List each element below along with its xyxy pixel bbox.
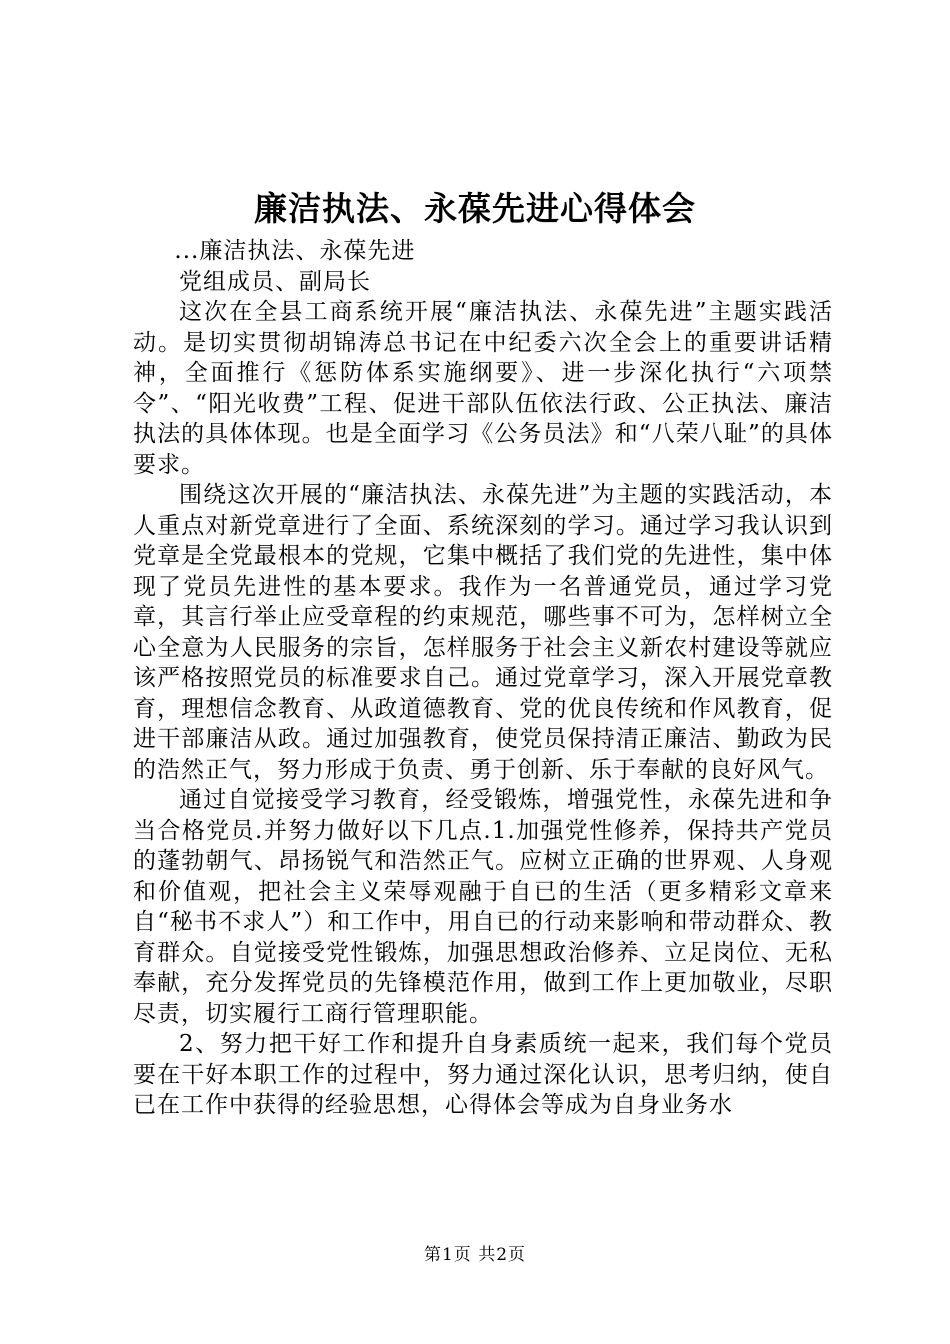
document-title: 廉洁执法、永葆先进心得体会 [254, 189, 696, 228]
page-number-footer: 第1页 共2页 [423, 1245, 527, 1265]
body-paragraph: 这次在全县工商系统开展“廉洁执法、永葆先进”主题实践活动。是切实贯彻胡锦涛总书记在中纪委六次全会上的重要讲话精神，全面推行《惩防体系实施纲要》、进一步深化执行“六项禁令”、“阳光收费”工程、促进干部队伍依法行政、公正执法、廉洁执法的具体体现。也是全面学习《公务员法》和“八荣八耻”的具体要求。 [133, 299, 833, 478]
subtitle-line: ...廉洁执法、永葆先进 [174, 238, 416, 264]
author-line: 党组成员、副局长 [179, 268, 371, 295]
body-paragraph: 通过自觉接受学习教育，经受锻炼，增强党性，永葆先进和争当合格党员.并努力做好以下几点.1.加强党性修养，保持共产党员的蓬勃朝气、昂扬锐气和浩然正气。应树立正确的世界观、人身观和价值观，把社会主义荣辱观融于自已的生活（更多精彩文章来自“秘书不求人”）和工作中，用自已的行动来影响和带动群众、教育群众。自觉接受党性锻炼，加强思想政治修养、立足岗位、无私奉献，充分发挥党员的先锋模范作用，做到工作上更加敬业，尽职尽责，切实履行工商行管理职能。 [133, 787, 833, 1027]
body-paragraph: 围绕这次开展的“廉洁执法、永葆先进”为主题的实践活动，本人重点对新党章进行了全面、系统深刻的学习。通过学习我认识到党章是全党最根本的党规，它集中概括了我们党的先进性，集中体现了党员先进性的基本要求。我作为一名普通党员，通过学习党章，其言行举止应受章程的约束规范，哪些事不可为，怎样树立全心全意为人民服务的宗旨，怎样服务于社会主义新农村建设等就应该严格按照党员的标准要求自己。通过党章学习，深入开展党章教育，理想信念教育、从政道德教育、党的优良传统和作风教育，促进干部廉洁从政。通过加强教育，使党员保持清正廉洁、勤政为民的浩然正气，努力形成于负责、勇于创新、乐于奉献的良好风气。 [133, 482, 833, 783]
body-paragraph: 2、努力把干好工作和提升自身素质统一起来，我们每个党员要在干好本职工作的过程中，努力通过深化认识，思考归纳，使自已在工作中获得的经验思想，心得体会等成为自身业务水 [133, 1031, 833, 1118]
document-body [133, 236, 833, 1121]
